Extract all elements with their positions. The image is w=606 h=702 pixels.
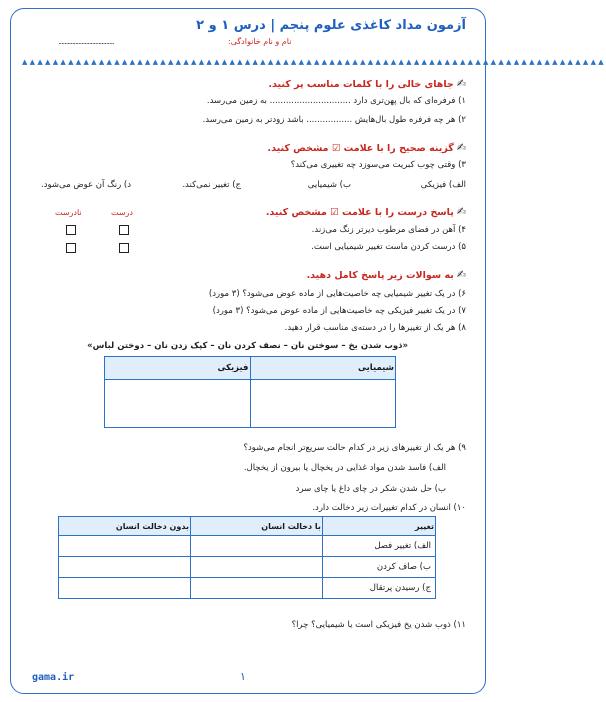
section1-heading: ✍جاهای خالی را با کلمات مناسب پر کنید. [268,77,466,90]
question-7: ۷) در یک تغییر فیزیکی چه خاصیت‌هایی از ماده عوض می‌شود؟ (۳ مورد) [212,306,466,316]
answer-cell[interactable] [59,578,191,599]
row-label: ج) رسیدن پرتقال [322,578,435,599]
question-10: ۱۰) انسان در کدام تغییرات زیر دخالت دارد. [312,503,466,513]
section3-heading: ✍پاسخ درست را با علامت ☑ مشخص کنید. [265,205,466,218]
column-true-label: درست [111,208,133,217]
row-label: ب) صاف کردن [322,557,435,578]
answer-cell[interactable] [190,578,322,599]
page-number: ۱ [240,670,246,683]
question-3: ۳) وقتی چوب کبریت می‌سوزد چه تغییری می‌کند؟ [290,160,466,170]
question-8-items: «ذوب شدن یخ – سوختن نان – نصف کردن نان – کپک زدن نان – دوختن لباس» [87,341,408,351]
header-change: تغییر [322,517,435,536]
classification-table [104,356,396,428]
checkbox-q5-false[interactable] [66,243,76,253]
name-field[interactable]: .................................... [58,37,114,46]
question-11: ۱۱) ذوب شدن یخ فیزیکی است یا شیمیایی؟ چرا؟ [291,620,466,630]
answer-cell-physical[interactable] [105,380,251,428]
answer-cell[interactable] [190,536,322,557]
question-6: ۶) در یک تغییر شیمیایی چه خاصیت‌هایی از ماده عوض می‌شود؟ (۳ مورد) [208,289,466,299]
checkbox-q5-true[interactable] [119,243,129,253]
header-chemical: شیمیایی [250,357,396,380]
name-label: نام و نام خانوادگی: [228,37,292,46]
row-label: الف) تغییر فصل [322,536,435,557]
pencil-icon: ✍ [456,77,466,90]
answer-cell[interactable] [59,557,191,578]
question-8: ۸) هر یک از تغییرها را در دسته‌ی مناسب قرار دهید. [284,323,466,333]
question-9-b: ب) حل شدن شکر در چای داغ یا چای سرد [295,484,446,494]
question-9-a: الف) فاسد شدن مواد غذایی در یخچال یا بیرون از یخچال. [243,463,446,473]
question-2: ۲) هر چه فرفره طول بال‌هایش ................. باشد زودتر به زمین می‌رسد. [202,115,466,125]
checkbox-q4-false[interactable] [66,225,76,235]
header-with-human: با دخالت انسان [190,517,322,536]
page-title: آزمون مداد کاغذی علوم پنجم | درس ۱ و ۲ [196,18,466,33]
pencil-icon: ✍ [456,141,466,154]
human-intervention-table [58,516,436,599]
header-without-human: بدون دخالت انسان [59,517,191,536]
site-link[interactable]: gama.ir [32,672,75,683]
pencil-icon: ✍ [456,268,466,281]
question-1: ۱) فرفره‌ای که بال پهن‌تری دارد .............................. به زمین می‌رسد. [206,96,466,106]
option-a[interactable]: الف) فیزیکی [420,180,466,190]
option-b[interactable]: ب) شیمیایی [307,180,351,190]
question-5: ۵) درست کردن ماست تغییر شیمیایی است. [311,242,466,252]
decorative-divider: ▲▲▲▲▲▲▲▲▲▲▲▲▲▲▲▲▲▲▲▲▲▲▲▲▲▲▲▲▲▲▲▲▲▲▲▲▲▲▲▲▲▲▲▲▲▲▲▲▲▲▲▲▲▲▲▲▲▲▲▲▲▲▲▲▲▲▲▲▲▲▲▲▲▲▲▲ [22,58,606,66]
section2-heading: ✍گزینه صحیح را با علامت ☑ مشخص کنید. [267,141,466,154]
question-9: ۹) هر یک از تغییرهای زیر در کدام حالت سریع‌تر انجام می‌شود؟ [243,443,466,453]
option-c[interactable]: ج) تغییر نمی‌کند. [182,180,241,190]
column-false-label: نادرست [55,208,82,217]
checkbox-q4-true[interactable] [119,225,129,235]
question-4: ۴) آهن در فضای مرطوب دیرتر زنگ می‌زند. [311,225,466,235]
header-physical: فیزیکی [105,357,251,380]
option-d[interactable]: د) رنگ آن عوض می‌شود. [41,180,131,190]
answer-cell[interactable] [190,557,322,578]
answer-cell-chemical[interactable] [250,380,396,428]
answer-cell[interactable] [59,536,191,557]
pencil-icon: ✍ [456,205,466,218]
section4-heading: ✍به سوالات زیر پاسخ کامل دهید. [306,268,466,281]
